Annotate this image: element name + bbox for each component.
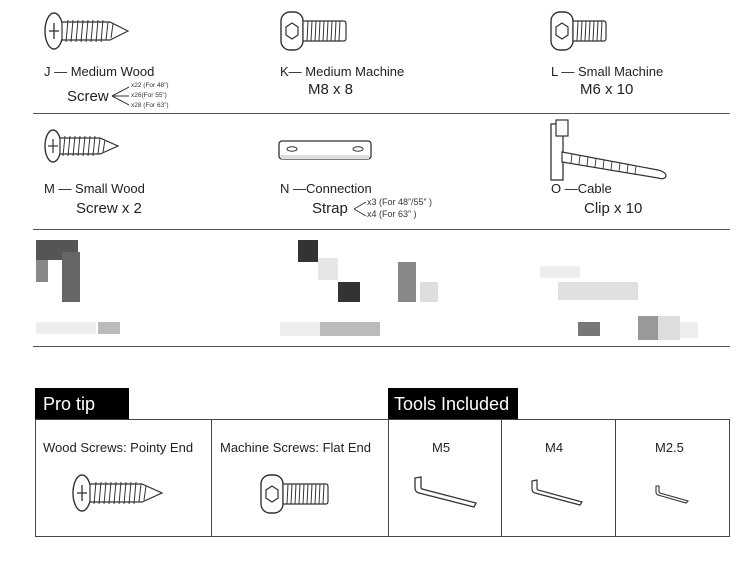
pro-tip-header: Pro tip xyxy=(35,388,129,420)
part-j-qty-1: x22 (For 48”) xyxy=(131,82,169,89)
part-l-sub: M6 x 10 xyxy=(580,81,634,98)
part-j-qty-2: x26(For 55”) xyxy=(131,92,167,99)
part-k-sub: M8 x 8 xyxy=(308,81,354,98)
hex-key-icon xyxy=(530,478,584,508)
wood-screw-icon xyxy=(44,128,120,164)
pro-tip-machine-label: Machine Screws: Flat End xyxy=(220,440,372,455)
part-j-label: J — Medium Wood xyxy=(44,64,155,79)
part-j-qty-3: x28 (For 63”) xyxy=(131,102,169,109)
hex-key-icon xyxy=(412,474,480,510)
wood-screw-icon xyxy=(44,10,130,52)
cable-clip-icon xyxy=(548,118,670,184)
machine-screw-icon xyxy=(260,473,330,515)
part-n-label: N —Connection xyxy=(280,181,372,196)
pro-tip-wood-label: Wood Screws: Pointy End xyxy=(43,440,194,455)
tool-m5-label: M5 xyxy=(432,440,451,455)
part-n-qty-2: x4 (For 63” ) xyxy=(367,209,417,219)
wood-screw-icon xyxy=(72,472,164,514)
cell-divider xyxy=(501,419,502,537)
cell-divider xyxy=(615,419,616,537)
connection-strap-icon xyxy=(278,140,374,162)
divider xyxy=(33,346,730,347)
cell-divider xyxy=(211,419,212,537)
tools-header: Tools Included xyxy=(388,388,518,420)
hex-key-icon xyxy=(654,484,690,506)
part-n-sub: Strap xyxy=(312,200,348,217)
part-k-label: K— Medium Machine xyxy=(280,64,405,79)
tool-m25-label: M2.5 xyxy=(655,440,684,455)
part-n-qty-1: x3 (For 48”/55” ) xyxy=(367,197,433,207)
part-m-sub: Screw x 2 xyxy=(76,200,142,217)
part-o-sub: Clip x 10 xyxy=(584,200,643,217)
tool-m4-label: M4 xyxy=(545,440,564,455)
bracket-icon xyxy=(353,199,367,219)
part-m-label: M — Small Wood xyxy=(44,181,145,196)
part-j-sub: Screw xyxy=(67,88,109,105)
divider xyxy=(33,113,730,114)
part-l-label: L — Small Machine xyxy=(551,64,664,79)
divider xyxy=(33,229,730,230)
bracket-icon xyxy=(111,84,131,108)
machine-screw-icon xyxy=(550,10,608,52)
part-o-label: O —Cable xyxy=(551,181,612,196)
machine-screw-icon xyxy=(280,10,348,52)
